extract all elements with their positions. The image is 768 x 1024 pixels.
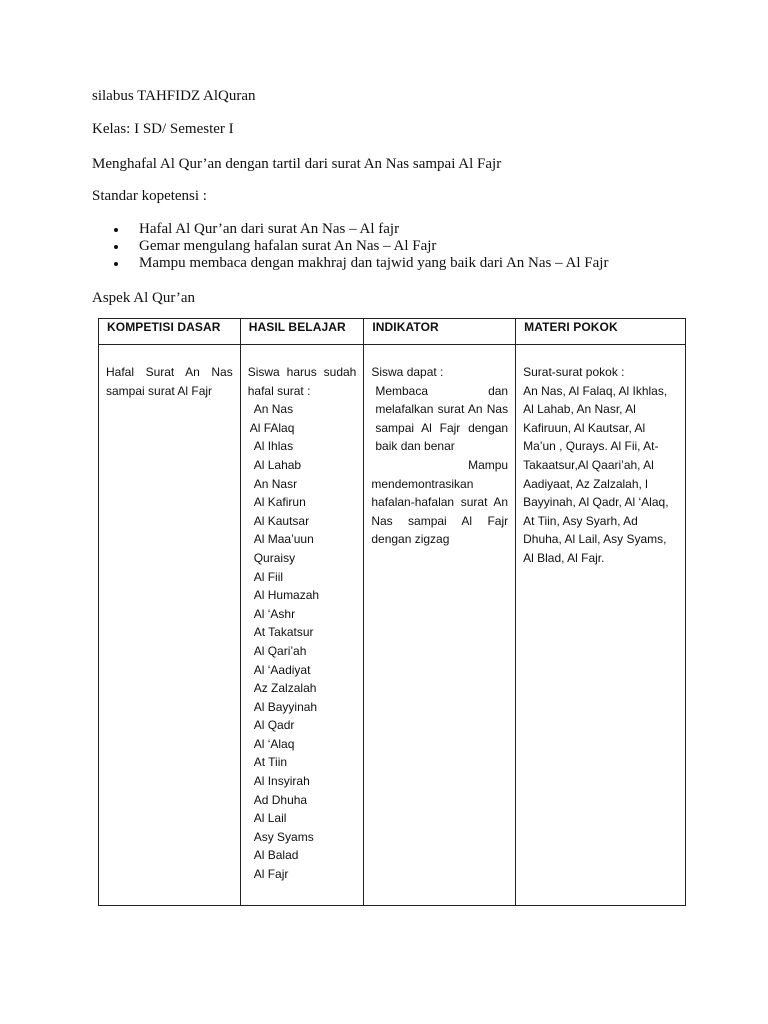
surah-item: Al Bayyinah [253,699,318,714]
surah-item: Ad Dhuha [253,792,308,807]
cell-kompetensi [99,345,241,906]
standard-heading: Standar kopetensi : [92,188,207,204]
standard-item-text: Hafal Al Qur’an dari surat An Nas – Al fajr [139,221,400,237]
standard-item-text: Gemar mengulang hafalan surat An Nas – Al Fajr [139,238,437,254]
standard-item [114,255,608,272]
materi-intro: Surat-surat pokok : [523,365,625,379]
surah-item: Al ‘Aadiyat [253,662,311,677]
class-line: Kelas: I SD/ Semester I [92,121,234,137]
surah-item: Al Kafirun [253,495,306,510]
surah-item: Al Fiil [253,569,284,584]
hasil-intro: Siswa harus sudah hafal surat : [247,365,357,398]
standard-item [114,238,608,255]
document-title: silabus TAHFIDZ AlQuran [92,88,256,104]
surah-item: Al Maa’uun [253,532,314,547]
standard-item [114,221,608,238]
surah-item: Al Ihlas [253,439,294,454]
standard-item-text: Mampu membaca dengan makhraj dan tajwid yang baik dari An Nas – Al Fajr [139,255,609,271]
surah-item: Al ‘Ashr [253,606,296,621]
table-header-row [99,319,686,345]
surah-item: Al Humazah [253,588,320,603]
table-row [99,345,686,906]
surah-item: Quraisy [253,550,296,565]
aspect-heading: Aspek Al Qur’an [92,290,196,306]
surah-item: Al Qadr [253,718,295,733]
surah-item: Al Kautsar [253,513,310,528]
surah-item: An Nas [253,402,294,417]
surah-item: Al Balad [253,848,299,863]
indikator-intro: Siswa dapat : [371,365,444,379]
surah-list [248,400,357,883]
cell-hasil-belajar [240,345,364,906]
header-kompetensi: KOMPETISI DASAR [99,319,241,345]
surah-item: Asy Syams [253,829,314,844]
materi-text: An Nas, Al Falaq, Al Ikhlas, Al Lahab, An Nasr, Al Kafiruun, Al Kautsar, Al Ma’un , Qurays. Al Fii, At-Takaatsur,Al Qaari’ah, Al Aadiyaat, Az Zalzalah, l Bayyinah, Al Qadr, Al ‘Alaq, At Tiin, Asy Syarh, Ad Dhuha, Al Lail, Asy Syams, Al Blad, Al Fajr. [523,383,669,565]
surah-item: Al ‘Alaq [253,736,295,751]
surah-item: Al Lail [253,811,287,826]
syllabus-table [98,318,686,906]
cell-materi-pokok [516,345,686,906]
indikator-2-word: Mampu [468,457,509,472]
goal-statement: Menghafal Al Qur’an dengan tartil dari surat An Nas sampai Al Fajr [92,156,502,172]
surah-item: An Nasr [253,476,298,491]
kompetensi-text: Hafal Surat An Nas sampai surat Al Fajr [106,365,233,398]
indikator-2: mendemontrasikan hafalan-hafalan surat An Nas sampai Al Fajr dengan zigzag [371,476,509,547]
surah-item: Al Fajr [253,867,289,882]
header-indikator: INDIKATOR [364,319,516,345]
surah-item: Al Lahab [253,457,302,472]
surah-item: Al Insyirah [253,774,310,789]
surah-item: At Tiin [253,755,288,770]
surah-item: Az Zalzalah [253,681,317,696]
standards-list [114,221,608,272]
bullet-icon [114,245,118,249]
header-materi-pokok: MATERI POKOK [516,319,686,345]
bullet-icon [114,228,118,232]
cell-indikator [364,345,516,906]
header-hasil-belajar: HASIL BELAJAR [240,319,364,345]
surah-item: Al Qari’ah [253,643,307,658]
indikator-1: Membaca dan melafalkan surat An Nas sampai Al Fajr dengan baik dan benar [375,383,509,454]
surah-item: Al FAlaq [249,420,295,435]
bullet-icon [114,262,118,266]
surah-item: At Takatsur [253,625,314,640]
